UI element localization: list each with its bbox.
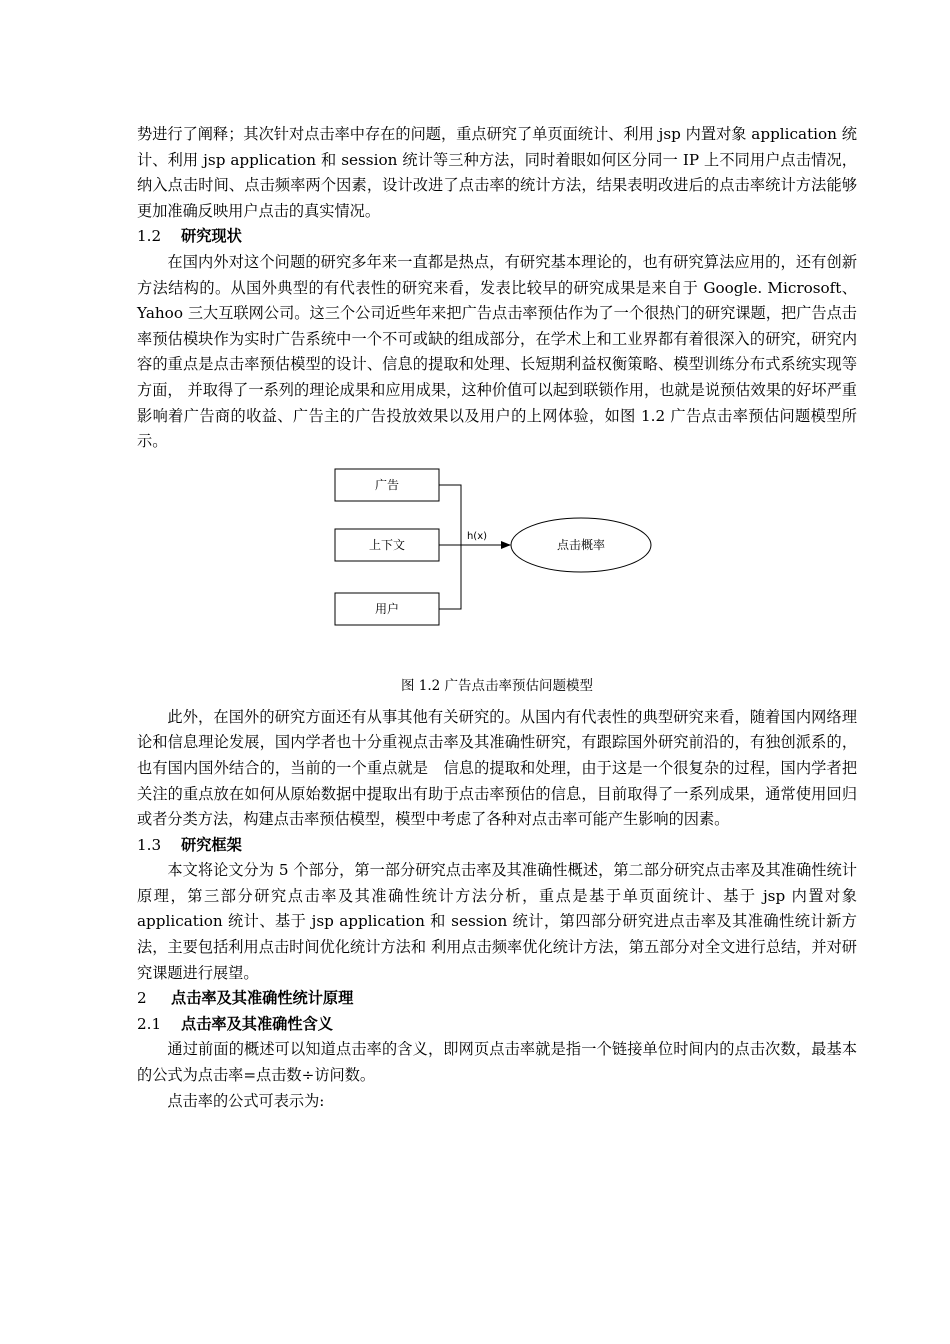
connector-bracket: [439, 485, 461, 609]
section-number: 2.1: [137, 1014, 162, 1033]
section-title: 点击率及其准确性含义: [181, 1014, 333, 1033]
section-heading-1-3: [137, 833, 857, 859]
input-label-context: 上下文: [368, 537, 406, 552]
paragraph-framework: 本文将论文分为 5 个部分，第一部分研究点击率及其准确性概述，第二部分研究点击率及其准确性统计原理，第三部分研究点击率及其准确性统计方法分析，重点是基于单页面统计、基于 jsp 内置对象 application 统计、基于 jsp application 和 session 统计，第四部分研究进点击率及其准确性统计新方法，主要包括利用点击时间优化统计方法和 利用点击频率优化统计方法，第五部分对全文进行总结，并对研究课题进行展望。: [137, 861, 857, 982]
section-number: 1.3: [137, 835, 162, 854]
chapter-heading-2: [137, 986, 857, 1012]
section-heading-2-1: [137, 1012, 857, 1038]
document-page: [137, 122, 857, 1114]
figure-caption: 图 1.2 广告点击率预估问题模型: [400, 677, 594, 694]
section-title: 研究现状: [181, 227, 242, 246]
ctr-model-diagram: [331, 465, 661, 630]
paragraph-intro-continued: 势进行了阐释；其次针对点击率中存在的问题，重点研究了单页面统计、利用 jsp 内置对象 application 统计、利用 jsp application 和 session 统计等三种方法，同时着眼如何区分同一 IP 上不同用户点击情况，纳入点击时间、点击频率两个因素，设计改进了点击率的统计方法，结果表明改进后的点击率统计方法能够更加准确反映用户点击的真实情况。: [137, 125, 857, 220]
function-label: h(x): [466, 530, 488, 542]
paragraph-formula-intro: 点击率的公式可表示为:: [167, 1091, 325, 1110]
paragraph-ctr-definition: 通过前面的概述可以知道点击率的含义，即网页点击率就是指一个链接单位时间内的点击次数，最基本的公式为点击率=点击数÷访问数。: [137, 1040, 857, 1085]
output-label: 点击概率: [556, 537, 606, 552]
section-number: 1.2: [137, 227, 162, 246]
chapter-title: 点击率及其准确性统计原理: [171, 989, 354, 1008]
arrow-head: [501, 541, 511, 549]
paragraph-research-status: 在国内外对这个问题的研究多年来一直都是热点，有研究基本理论的，也有研究算法应用的，还有创新方法结构的。从国外典型的有代表性的研究来看，发表比较早的研究成果是来自于 Google. Microsoft、Yahoo 三大互联网公司。这三个公司近些年来把广告点击率预估作为了一个很热门的研究课题，把广告点击率预估模块作为实时广告系统中一个不可或缺的组成部分，在学术上和工业界都有着很深入的研究，研究内容的重点是点击率预估模型的设计、信息的提取和处理、长短期利益权衡策略、模型训练分布式系统实现等方面， 并取得了一系列的理论成果和应用成果，这种价值可以起到联锁作用，也就是说预估效果的好坏严重影响着广告商的收益、广告主的广告投放效果以及用户的上网体验，如图 1.2 广告点击率预估问题模型所示。: [137, 252, 857, 451]
figure-ctr-model: [137, 465, 857, 675]
paragraph-domestic-research: 此外，在国外的研究方面还有从事其他有关研究的。从国内有代表性的典型研究来看，随着国内网络理论和信息理论发展，国内学者也十分重视点击率及其准确性研究，有跟踪国外研究前沿的，有独创派系的，也有国内国外结合的，当前的一个重点就是 信息的提取和处理，由于这是一个很复杂的过程，国内学者把关注的重点放在如何从原始数据中提取出有助于点击率预估的信息，目前取得了一系列成果，通常使用回归或者分类方法，构建点击率预估模型，模型中考虑了各种对点击率可能产生影响的因素。: [137, 707, 857, 829]
input-label-user: 用户: [374, 601, 400, 616]
chapter-number: 2: [137, 989, 147, 1008]
section-heading-1-2: [137, 224, 857, 250]
section-title: 研究框架: [181, 835, 242, 854]
input-label-ad: 广告: [374, 477, 400, 492]
